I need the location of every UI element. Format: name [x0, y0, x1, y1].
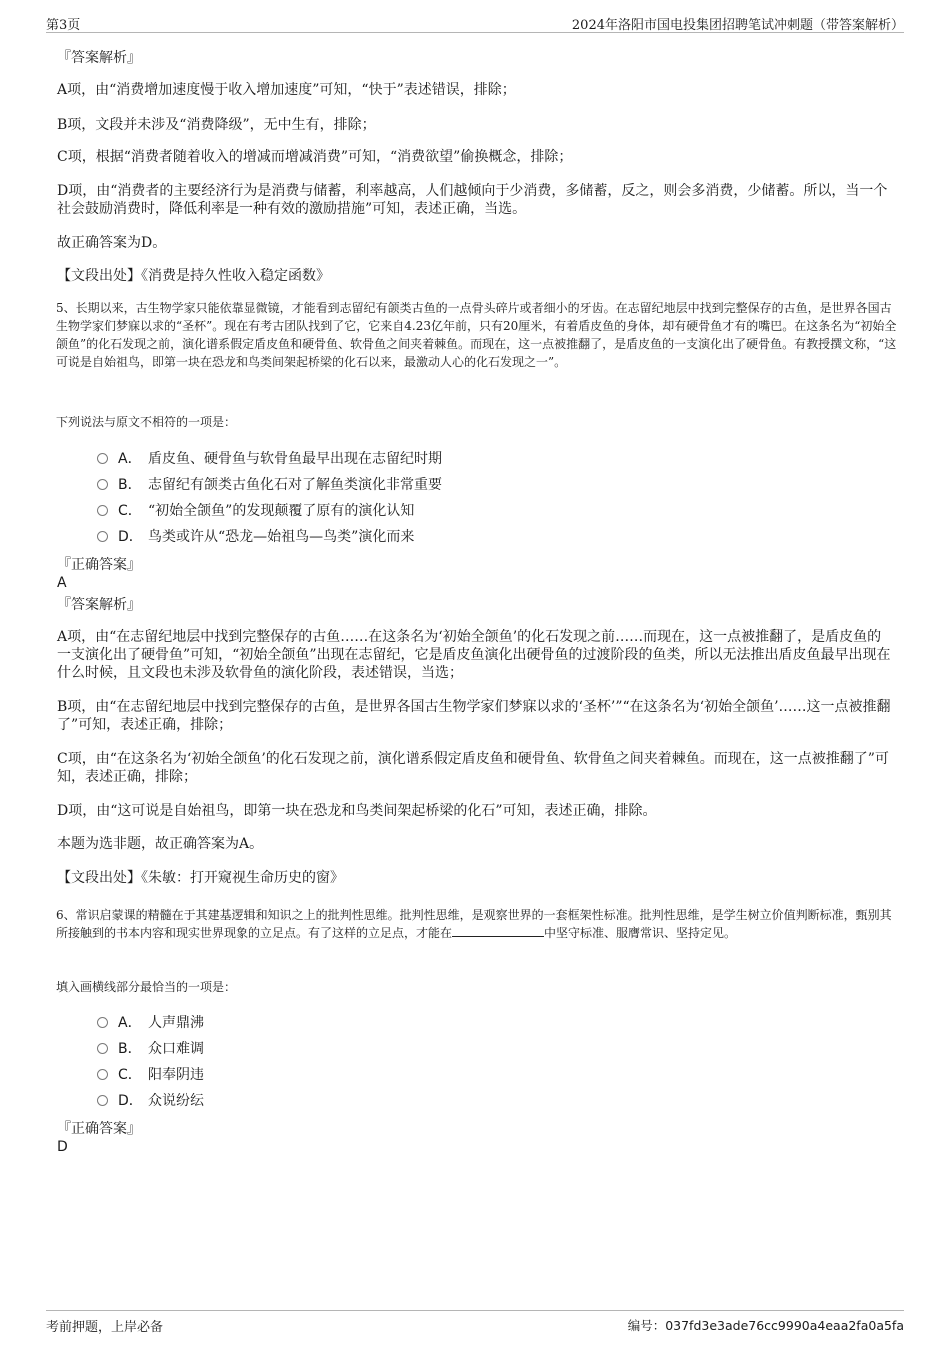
radio-icon[interactable]	[97, 453, 108, 464]
option-letter: C．	[118, 503, 142, 519]
q5-analysis-a: A项，由“在志留纪地层中找到完整保存的古鱼……在这条名为‘初始全颌鱼’的化石发现之前……而现在，这一点被推翻了，是盾皮鱼的一支演化出了硬骨鱼”可知，“初始全颌鱼”出现在志留纪，它是盾皮鱼演化出硬骨鱼的过渡阶段的鱼类，所以无法推出盾皮鱼最早出现在什么时候，且文段也未涉及软骨鱼的演化阶段，表述错误，当选；	[57, 629, 891, 681]
q4-source: 【文段出处】《消费是持久性收入稳定函数》	[57, 268, 330, 284]
q5-answer-heading: 『正确答案』	[57, 557, 141, 573]
radio-icon[interactable]	[97, 1069, 108, 1080]
radio-icon[interactable]	[97, 1043, 108, 1054]
q5-answer-summary: 本题为选非题，故正确答案为A。	[57, 836, 264, 852]
q5-option-b[interactable]	[97, 476, 697, 494]
page-footer	[46, 1310, 904, 1339]
page-number: 第3页	[46, 18, 81, 33]
q6-answer: D	[57, 1139, 68, 1155]
option-text: 阳奉阴违	[148, 1067, 204, 1083]
q5-analysis-c: C项，由“在这条名为‘初始全颌鱼’的化石发现之前，演化谱系假定盾皮鱼和硬骨鱼、软骨鱼之间夹着棘鱼。而现在，这一点被推翻了”可知，表述正确，排除；	[57, 751, 889, 785]
document-title: 2024年洛阳市国电投集团招聘笔试冲刺题（带答案解析）	[571, 18, 904, 33]
q6-option-a[interactable]	[97, 1014, 697, 1032]
option-letter: A．	[118, 451, 142, 467]
q4-answer-summary: 故正确答案为D。	[57, 235, 167, 251]
option-text: 众说纷纭	[148, 1093, 204, 1109]
radio-icon[interactable]	[97, 505, 108, 516]
option-letter: C．	[118, 1067, 142, 1083]
option-text: 众口难调	[148, 1041, 204, 1057]
page-header	[46, 12, 904, 33]
q6-option-c[interactable]	[97, 1066, 697, 1084]
radio-icon[interactable]	[97, 479, 108, 490]
q5-answer: A	[57, 575, 67, 591]
option-letter: D．	[118, 1093, 143, 1109]
radio-icon[interactable]	[97, 1095, 108, 1106]
option-text: 鸟类或许从“恐龙—始祖鸟—鸟类”演化而来	[148, 529, 415, 545]
q4-analysis-a: A项，由“消费增加速度慢于收入增加速度”可知，“快于”表述错误，排除；	[57, 82, 516, 98]
option-letter: A．	[118, 1015, 142, 1031]
option-text: “初始全颌鱼”的发现颠覆了原有的演化认知	[148, 503, 415, 519]
option-letter: D．	[118, 529, 143, 545]
q6-prompt: 填入画横线部分最恰当的一项是：	[56, 980, 237, 994]
q6-option-d[interactable]	[97, 1092, 697, 1110]
q5-prompt: 下列说法与原文不相符的一项是：	[56, 415, 237, 429]
document-id: 编号：037fd3e3ade76cc9990a4eaa2fa0a5fa	[627, 1318, 904, 1333]
option-text: 志留纪有颌类古鱼化石对了解鱼类演化非常重要	[148, 477, 442, 493]
q5-stem: 5、长期以来，古生物学家只能依靠显微镜，才能看到志留纪有颌类古鱼的一点骨头碎片或者细小的牙齿。在志留纪地层中找到完整保存的古鱼，是世界各国古生物学家们梦寐以求的“圣杯”。现在有考古团队找到了它，它来自4.23亿年前，只有20厘米，有着盾皮鱼的身体，却有硬骨鱼才有的嘴巴。在这条名为“初始全颌鱼”的化石发现之前，演化谱系假定盾皮鱼和硬骨鱼、软骨鱼之间夹着棘鱼。而现在，这一点被推翻了，是盾皮鱼的一支演化出了硬骨鱼。有教授撰文称，“这可说是自始祖鸟，即第一块在恐龙和鸟类间架起桥梁的化石以来，最激动人心的化石发现之一”。	[56, 301, 897, 369]
option-letter: B．	[118, 477, 142, 493]
q5-option-a[interactable]	[97, 450, 697, 468]
q5-option-c[interactable]	[97, 502, 697, 520]
q6-option-b[interactable]	[97, 1040, 697, 1058]
radio-icon[interactable]	[97, 531, 108, 542]
fill-blank	[452, 924, 544, 937]
q5-analysis-b: B项，由“在志留纪地层中找到完整保存的古鱼，是世界各国古生物学家们梦寐以求的‘圣杯’”“在这条名为‘初始全颌鱼’……这一点被推翻了”可知，表述正确，排除；	[57, 699, 891, 733]
q5-analysis-d: D项，由“这可说是自始祖鸟，即第一块在恐龙和鸟类间架起桥梁的化石”可知，表述正确，排除。	[57, 803, 657, 819]
option-letter: B．	[118, 1041, 142, 1057]
q6-stem-before: 6、常识启蒙课的精髓在于其建基逻辑和知识之上的批判性思维。批判性思维，是观察世界的一套框架性标准。批判性思维，是学生树立价值判断标准，甄别其所接触到的书本内容和现实世界现象的立足点。有了这样的立足点，才能在	[56, 908, 892, 940]
q5-option-d[interactable]	[97, 528, 697, 546]
q6-answer-heading: 『正确答案』	[57, 1121, 141, 1137]
q6-stem	[56, 906, 898, 942]
q4-analysis-c: C项，根据“消费者随着收入的增减而增减消费”可知，“消费欲望”偷换概念，排除；	[57, 149, 573, 165]
footer-slogan: 考前押题，上岸必备	[46, 1320, 164, 1335]
radio-icon[interactable]	[97, 1017, 108, 1028]
option-text: 人声鼎沸	[148, 1015, 204, 1031]
q5-analysis-heading: 『答案解析』	[57, 597, 141, 613]
q4-analysis-b: B项，文段并未涉及“消费降级”，无中生有，排除；	[57, 117, 376, 133]
q4-analysis-d: D项，由“消费者的主要经济行为是消费与储蓄，利率越高，人们越倾向于少消费，多储蓄，反之，则会多消费，少储蓄。所以，当一个社会鼓励消费时，降低利率是一种有效的激励措施”可知，表述正确，当选。	[57, 183, 888, 217]
option-text: 盾皮鱼、硬骨鱼与软骨鱼最早出现在志留纪时期	[148, 451, 442, 467]
q4-analysis-heading: 『答案解析』	[57, 50, 141, 66]
q6-stem-after: 中坚守标准、服膺常识、坚持定见。	[544, 926, 737, 940]
q5-source: 【文段出处】《朱敏：打开窥视生命历史的窗》	[57, 870, 344, 886]
